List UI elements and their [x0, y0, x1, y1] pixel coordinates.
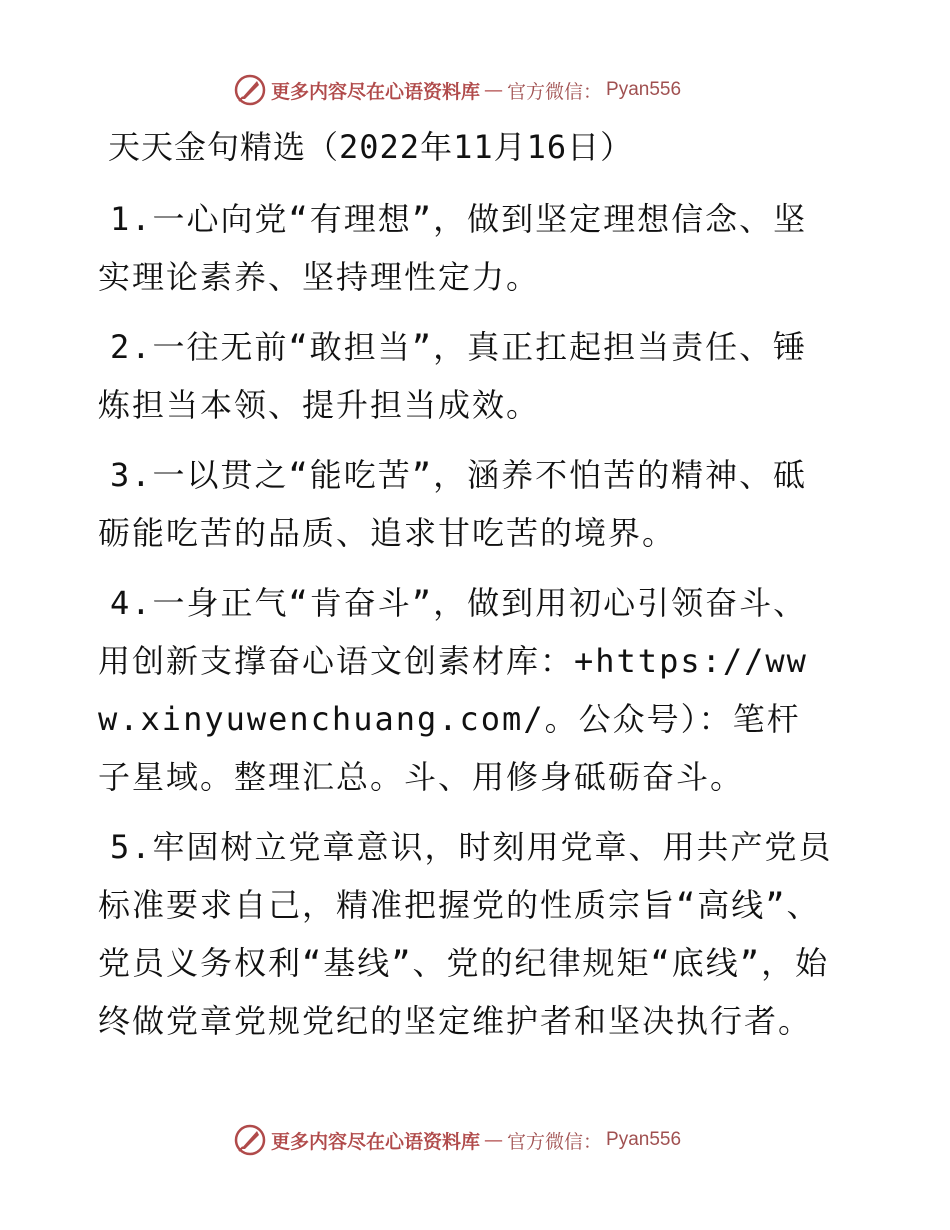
watermark-wechat-id: Pyan556: [606, 1129, 682, 1150]
watermark-secondary-text: 官方微信：: [507, 80, 603, 103]
paragraph-4: 4.一身正气“肯奋斗”，做到用初心引领奋斗、用创新支撑奋心语文创素材库：+https://www.xinyuwenchuang.com/。公众号）：笔杆子星域。整理汇总。斗、用修身砥砺奋斗。: [98, 584, 808, 796]
feather-pen-logo-icon: [233, 1123, 267, 1157]
paragraph-3: 3.一以贯之“能吃苦”，涵养不怕苦的精神、砥砺能吃苦的品质、追求甘吃苦的境界。: [98, 456, 808, 552]
watermark-main-text: 更多内容尽在心语资料库: [271, 1130, 481, 1153]
paragraph-1: 1.一心向党“有理想”，做到坚定理想信念、坚实理论素养、坚持理性定力。: [98, 200, 808, 296]
watermark-wechat-id: Pyan556: [606, 79, 682, 100]
watermark-dash: —: [484, 79, 504, 101]
paragraph-5: 5.牢固树立党章意识，时刻用党章、用共产党员标准要求自己，精准把握党的性质宗旨“高线”、党员义务权利“基线”、党的纪律规矩“底线”，始终做党章党规党纪的坚定维护者和坚决执行者。: [98, 828, 833, 1040]
document-body: [98, 190, 833, 1062]
watermark-main-text: 更多内容尽在心语资料库: [271, 80, 481, 103]
document-title: 天天金句精选（2022年11月16日）: [108, 128, 634, 166]
watermark-dash: —: [484, 1129, 504, 1151]
footer-watermark: [233, 1122, 681, 1158]
feather-pen-logo-icon: [233, 73, 267, 107]
watermark-secondary-text: 官方微信：: [507, 1130, 603, 1153]
header-watermark: [233, 72, 681, 108]
paragraph-2: 2.一往无前“敢担当”，真正扛起担当责任、锤炼担当本领、提升担当成效。: [98, 328, 808, 424]
